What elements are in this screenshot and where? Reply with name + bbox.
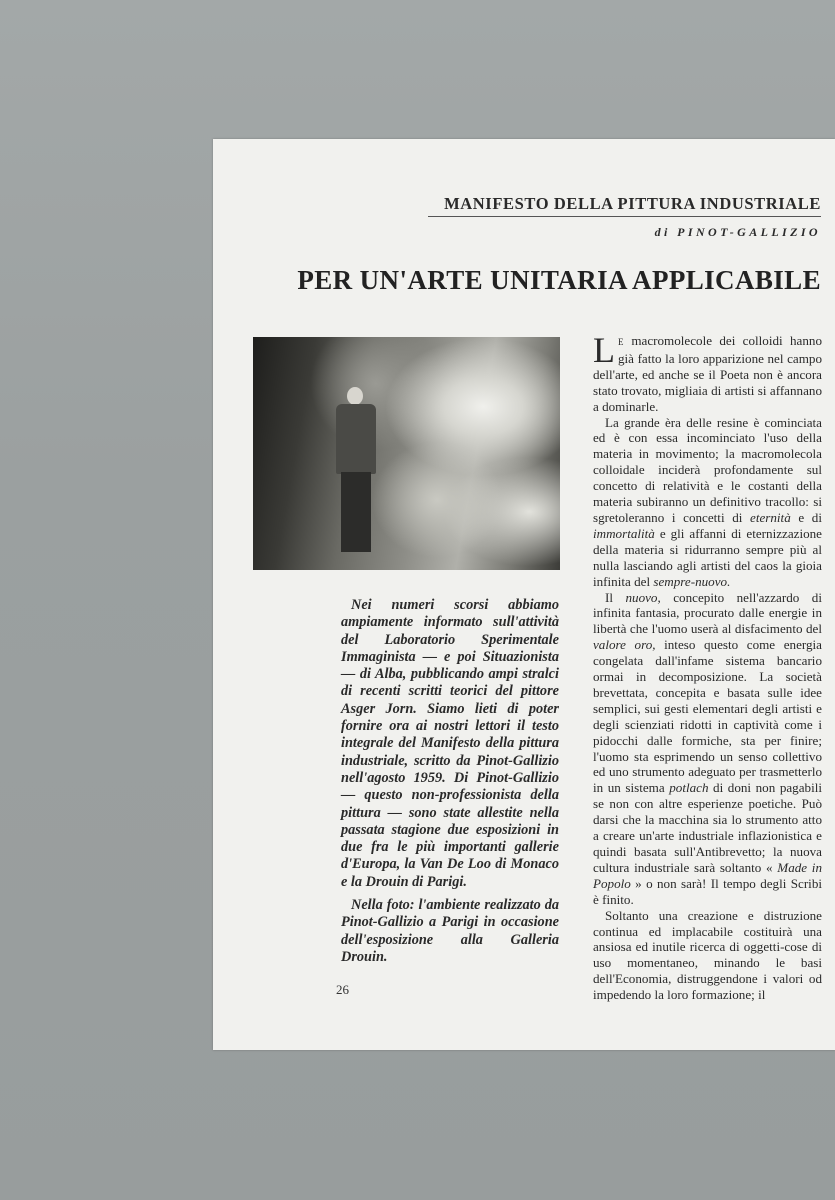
article-body — [593, 330, 822, 1003]
rubric-rule — [428, 216, 821, 217]
photo-person-figure — [333, 387, 379, 557]
body-paragraph-4: Soltanto una creazione e distruzione continua ed implacabile costituirà una ansiosa ed inutile ricerca di oggetti-cose di uso momentaneo, minando le basi dell'Economia, distruggendone i valori od impedendo la loro formazione; il — [593, 907, 822, 1003]
magazine-page — [213, 139, 835, 1050]
intro-paragraph: Nei numeri scorsi abbiamo ampiamente informato sull'attività del Laboratorio Sperimentale Immaginista — e poi Situazionista — di Alba, pubblicando ampi stralci di recenti scritti teorici del pittore Asger Jorn. Siamo lieti di poter fornire ora ai nostri lettori il testo integrale del Manifesto della pittura industriale, scritto da Pinot-Gallizio nell'agosto 1959. Di Pinot-Gallizio — questo non-professionista della pittura — sono state allestite nella passata stagione due esposizioni in due fra le più importanti gallerie d'Europa, la Van De Loo di Monaco e la Drouin di Parigi. — [341, 597, 559, 890]
body-paragraph-2: La grande èra delle resine è cominciata ed è con essa incominciato l'uso della materia in movimento; la macromolecola colloidale inciderà profondamente sul concetto di relatività e le costanti della materia subiranno un definitivo tracollo: si sgretoleranno i concetti di eternità e di immortalità e gli affanni di eternizzazione della materia si ridurranno sempre più al nulla lasciando agli artisti del caos la gioia infinita del sempre-nuovo. — [593, 414, 822, 589]
article-headline: PER UN'ARTE UNITARIA APPLICABILE — [297, 265, 821, 295]
page-number: 26 — [336, 982, 349, 997]
intro-text — [341, 597, 559, 966]
photo-caption: Nella foto: l'ambiente realizzato da Pinot-Gallizio a Parigi in occasione dell'esposizione alla Galleria Drouin. — [341, 897, 559, 965]
article-byline: di PINOT-GALLIZIO — [654, 225, 821, 239]
drop-cap: L — [593, 330, 615, 370]
body-paragraph-1: L E macromolecole dei colloidi hanno già fatto la loro apparizione nel campo dell'arte, ed anche se il Poeta non è ancora stato trovato, migliaia di artisti si affannano a dominarle. — [593, 330, 822, 414]
article-rubric: MANIFESTO DELLA PITTURA INDUSTRIALE — [444, 194, 821, 213]
body-paragraph-3: Il nuovo, concepito nell'azzardo di infinita fantasia, procurato dalle energie in libertà che l'uomo userà al disfacimento del valore oro, inteso questo come energia congelata dall'infame sistema bancario ormai in decomposizione. La società brevettata, concepita e basata sulle idee semplici, sui gesti elementari degli artisti e degli scienziati ridotti in captività come i pidocchi dalle formiche, sta per finire; l'uomo sta esprimendo un senso collettivo ed uno strumento adeguato per trasmetterlo in un sistema potlach di doni non pagabili se non con altre esperienze poetiche. Può darsi che la macchina sia lo strumento atto a creare un'arte industriale inflazionistica e quindi basata sull'Antibrevetto; la nuova cultura industriale sarà soltanto « Made in Popolo » o non sarà! Il tempo degli Scribi è finito. — [593, 589, 822, 907]
article-photo — [253, 337, 560, 570]
